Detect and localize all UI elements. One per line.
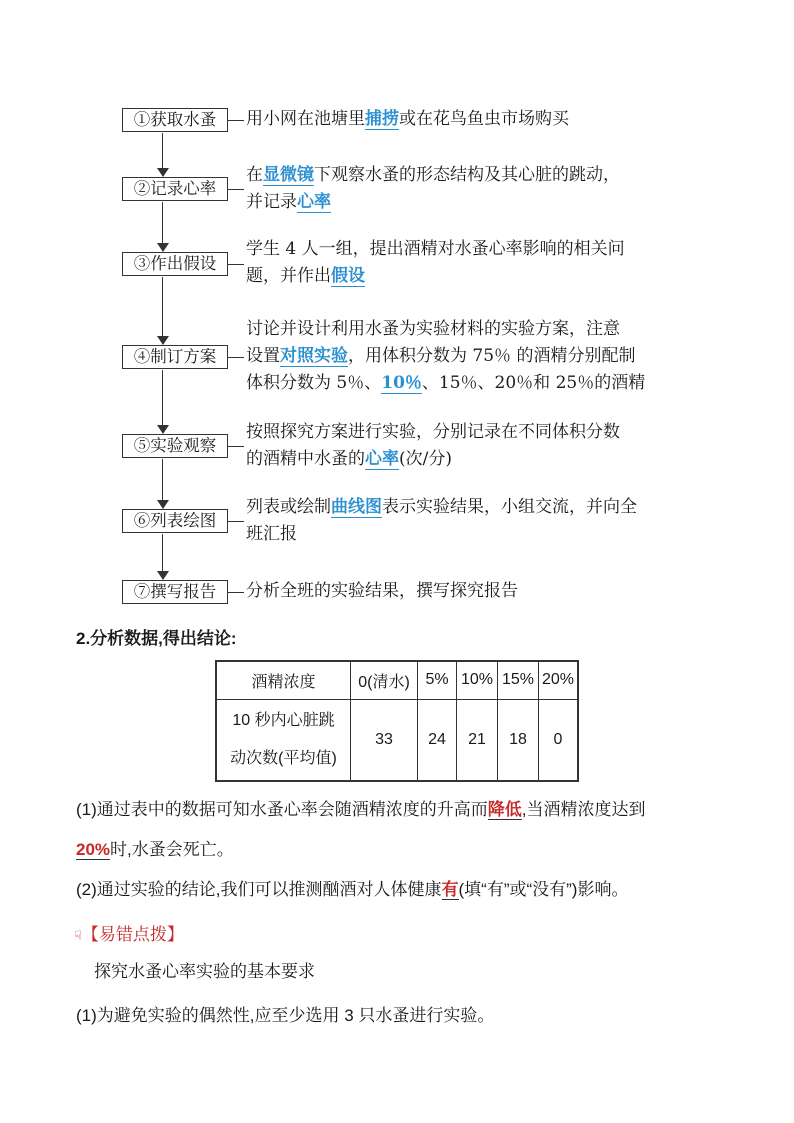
conclusion-line [76,876,628,904]
step-text: (次/分) [399,449,452,469]
step-answer: 10％ [381,373,422,393]
step-text: 按照探究方案进行实验，分别记录在不同体积分数 [246,422,620,442]
table-row-label: 酒精浓度 [216,661,351,699]
flow-line [162,459,163,500]
table-header-cell: 0(清水) [351,661,418,699]
connector-dash [228,264,244,265]
table-row [216,699,578,781]
step-text: 学生 4 人一组，提出酒精对水蚤心率影响的相关问 [246,239,625,259]
down-arrow-icon [157,243,169,252]
step-text: 分析全班的实验结果，撰写探究报告 [246,581,518,601]
step-description-line [246,106,569,132]
step-description-line [246,316,620,342]
table-cell: 33 [351,699,418,781]
flow-line [162,277,163,336]
requirements-item: (1)为避免实验的偶然性,应至少选用 3 只水蚤进行实验。 [76,1006,495,1025]
down-arrow-icon [157,425,169,434]
step-answer: 曲线图 [331,497,382,517]
connector-dash [228,357,244,358]
conclusion-answer: 降低 [487,800,522,819]
connector-dash [228,521,244,522]
step-text: 列表或绘制 [246,497,331,517]
requirements-intro: 探究水蚤心率实验的基本要求 [94,962,315,981]
pointer-icon: ☟ [74,928,82,943]
step-text: 体积分数为 5％、 [246,373,382,393]
table-row-label-line: 10 秒内心脏跳 [232,711,335,729]
table-header-cell: 5% [418,661,457,699]
step-text: 或在花鸟鱼虫市场购买 [399,109,569,129]
connector-dash [228,592,244,593]
step-box: ⑤实验观察 [122,434,228,458]
step-text: 讨论并设计利用水蚤为实验材料的实验方案，注意 [246,319,620,339]
step-description-line [246,578,518,604]
table-row-label [216,699,351,781]
conclusion-text: (填“有”或“没有”)影响。 [458,880,629,899]
down-arrow-icon [157,336,169,345]
conclusion-line [76,796,646,824]
conclusion-line [76,836,234,864]
table-header-cell: 15% [498,661,539,699]
connector-dash [228,446,244,447]
table-header-cell: 10% [457,661,498,699]
step-text: 在 [246,165,263,185]
table-header-row [216,661,578,699]
step-box: ⑥列表绘图 [122,509,228,533]
step-text: 班汇报 [246,524,297,544]
table-header-cell: 20% [539,661,579,699]
table-cell: 21 [457,699,498,781]
table-row-label-line: 动次数(平均值) [230,749,337,767]
step-answer: 捕捞 [365,109,399,129]
flow-line [162,202,163,243]
down-arrow-icon [157,500,169,509]
step-text: ，用体积分数为 75％ 的酒精分别配制 [348,346,636,366]
connector-dash [228,120,244,121]
step-box: ③作出假设 [122,252,228,276]
step-box: ②记录心率 [122,177,228,201]
step-description-line [246,370,645,396]
step-description-line [246,263,365,289]
flow-line [162,133,163,168]
step-description-line [246,494,637,520]
step-description-line [246,343,635,369]
conclusion-text: (1)通过表中的数据可知水蚤心率会随酒精浓度的升高而 [76,800,488,819]
step-text: 表示实验结果，小组交流，并向全 [382,497,637,517]
conclusion-answer: 20% [76,840,111,859]
step-answer: 假设 [331,266,365,286]
step-description-line [246,521,297,547]
conclusion-text: (2)通过实验的结论,我们可以推测酗酒对人体健康 [76,880,442,899]
step-description-line [246,419,620,445]
step-description-line [246,162,620,188]
step-answer: 心率 [365,449,399,469]
step-description-line [246,236,625,262]
tip-heading [74,920,184,945]
conclusion-text: 时,水蚤会死亡。 [110,840,234,859]
connector-dash [228,189,244,190]
step-text: 设置 [246,346,280,366]
step-box: ⑦撰写报告 [122,580,228,604]
step-text: 的酒精中水蚤的 [246,449,365,469]
step-box: ④制订方案 [122,345,228,369]
step-answer: 对照实验 [280,346,348,366]
step-text: 并记录 [246,192,297,212]
table-cell: 0 [539,699,579,781]
down-arrow-icon [157,571,169,580]
flow-line [162,370,163,425]
down-arrow-icon [157,168,169,177]
step-answer: 显微镜 [263,165,314,185]
step-box: ①获取水蚤 [122,108,228,132]
table-cell: 18 [498,699,539,781]
section-title: 2.分析数据,得出结论: [76,629,237,648]
step-text: 、15％、20％和 25％的酒精 [421,373,646,393]
tip-title: 【易错点拨】 [81,925,184,944]
table-cell: 24 [418,699,457,781]
conclusion-text: ,当酒精浓度达到 [521,800,646,819]
conclusion-answer: 有 [441,880,459,899]
step-text: 用小网在池塘里 [246,109,365,129]
step-answer: 心率 [297,192,331,212]
step-text: 题，并作出 [246,266,331,286]
step-description-line [246,189,331,215]
data-table [215,660,579,782]
flow-line [162,534,163,571]
step-text: 下观察水蚤的形态结构及其心脏的跳动， [314,165,620,185]
step-description-line [246,446,452,472]
